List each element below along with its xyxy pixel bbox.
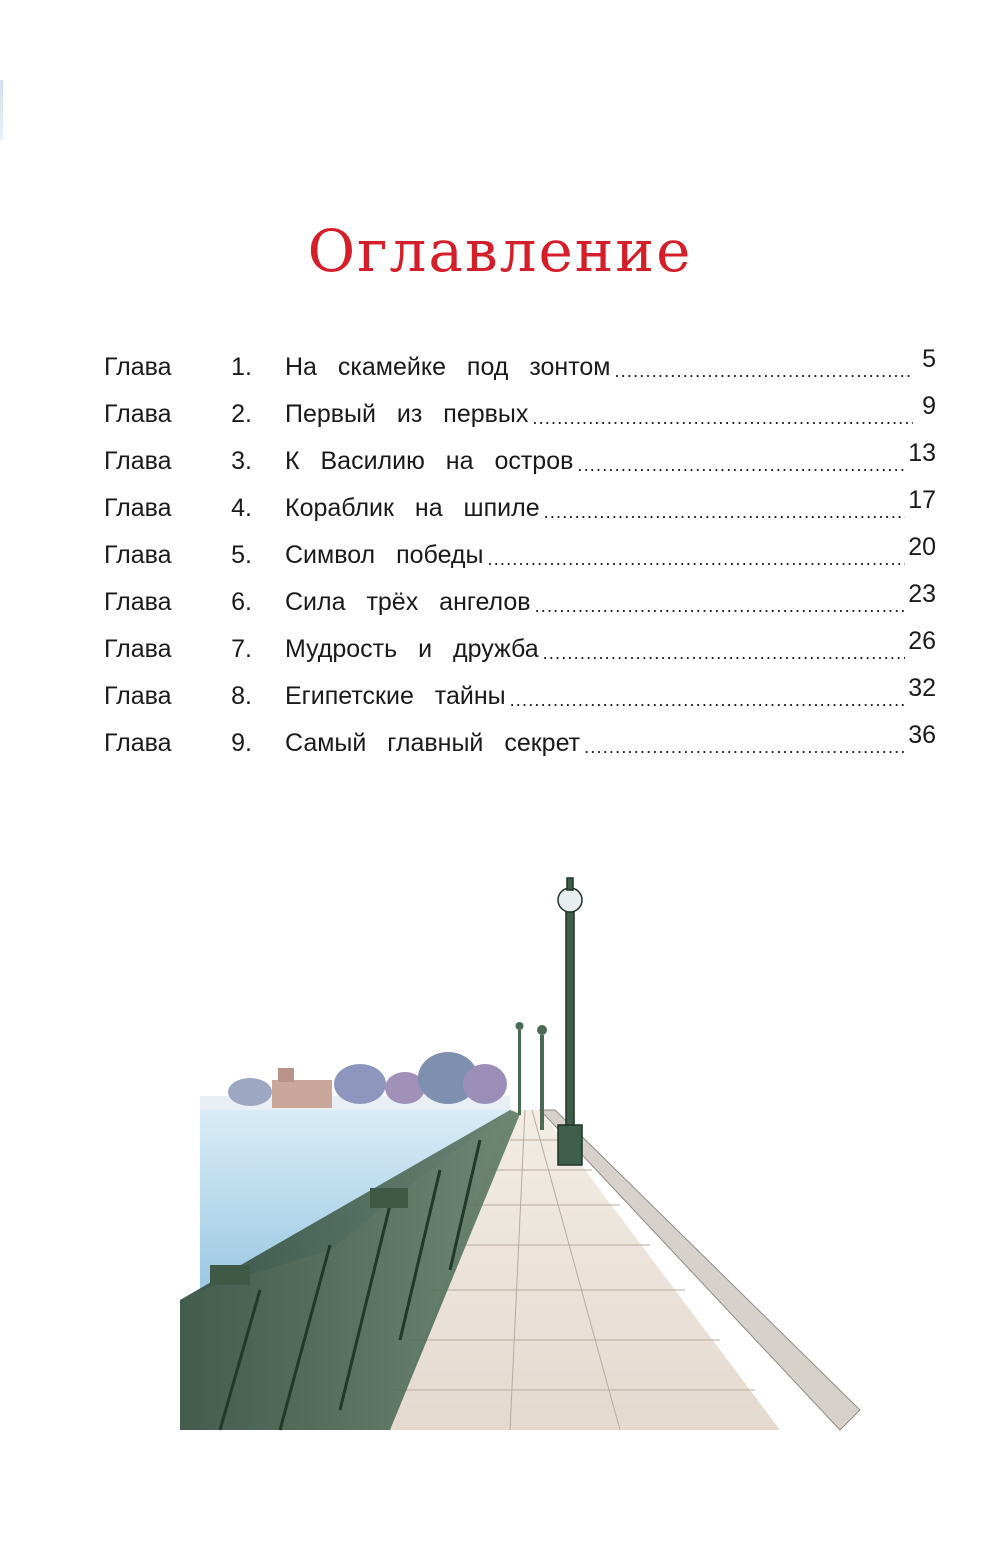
embankment-illustration [180, 870, 870, 1460]
chapter-page-number: 32 [908, 674, 936, 702]
chapter-page-number: 5 [922, 345, 936, 373]
chapter-label: Глава [104, 635, 172, 663]
chapter-title: К Василию на остров [285, 447, 577, 476]
chapter-page-number: 36 [908, 721, 936, 749]
chapter-title: Самый главный секрет [285, 729, 584, 758]
chapter-label: Глава [104, 682, 172, 710]
chapter-page-number: 23 [908, 580, 936, 608]
chapter-label: Глава [104, 400, 172, 428]
page-edge [0, 80, 3, 140]
toc-row[interactable] [104, 476, 936, 523]
toc-row[interactable] [104, 523, 936, 570]
chapter-number: 9. [231, 729, 252, 757]
dot-leader [488, 550, 906, 570]
page-title: Оглавление [307, 216, 693, 285]
toc-row[interactable] [104, 711, 936, 758]
dot-leader [532, 409, 913, 429]
chapter-label: Глава [104, 353, 172, 381]
chapter-title: Символ победы [285, 541, 488, 570]
toc-row[interactable] [104, 382, 936, 429]
chapter-page-number: 9 [922, 392, 936, 420]
chapter-number: 1. [231, 353, 252, 381]
dot-leader [535, 597, 906, 617]
chapter-number: 3. [231, 447, 252, 475]
chapter-number: 4. [231, 494, 252, 522]
chapter-number: 2. [231, 400, 252, 428]
dot-leader [577, 456, 905, 476]
chapter-page-number: 13 [908, 439, 936, 467]
chapter-number: 7. [231, 635, 252, 663]
chapter-title: Мудрость и дружба [285, 635, 543, 664]
dot-leader [544, 503, 906, 523]
chapter-title: Первый из первых [285, 400, 532, 429]
chapter-title: На скамейке под зонтом [285, 353, 615, 382]
chapter-page-number: 26 [908, 627, 936, 655]
chapter-page-number: 17 [908, 486, 936, 514]
chapter-title: Кораблик на шпиле [285, 494, 544, 523]
dot-leader [543, 644, 906, 664]
toc-row[interactable] [104, 570, 936, 617]
chapter-number: 8. [231, 682, 252, 710]
table-of-contents [104, 335, 936, 758]
chapter-number: 5. [231, 541, 252, 569]
dot-leader [615, 362, 914, 382]
toc-row[interactable] [104, 617, 936, 664]
chapter-label: Глава [104, 729, 172, 757]
chapter-title: Сила трёх ангелов [285, 588, 535, 617]
chapter-label: Глава [104, 541, 172, 569]
toc-row[interactable] [104, 664, 936, 711]
dot-leader [510, 691, 906, 711]
chapter-label: Глава [104, 494, 172, 522]
distant-bank [200, 1052, 510, 1114]
chapter-label: Глава [104, 588, 172, 616]
chapter-page-number: 20 [908, 533, 936, 561]
chapter-title: Египетские тайны [285, 682, 510, 711]
chapter-number: 6. [231, 588, 252, 616]
toc-row[interactable] [104, 429, 936, 476]
toc-row[interactable] [104, 335, 936, 382]
chapter-label: Глава [104, 447, 172, 475]
dot-leader [584, 738, 905, 758]
